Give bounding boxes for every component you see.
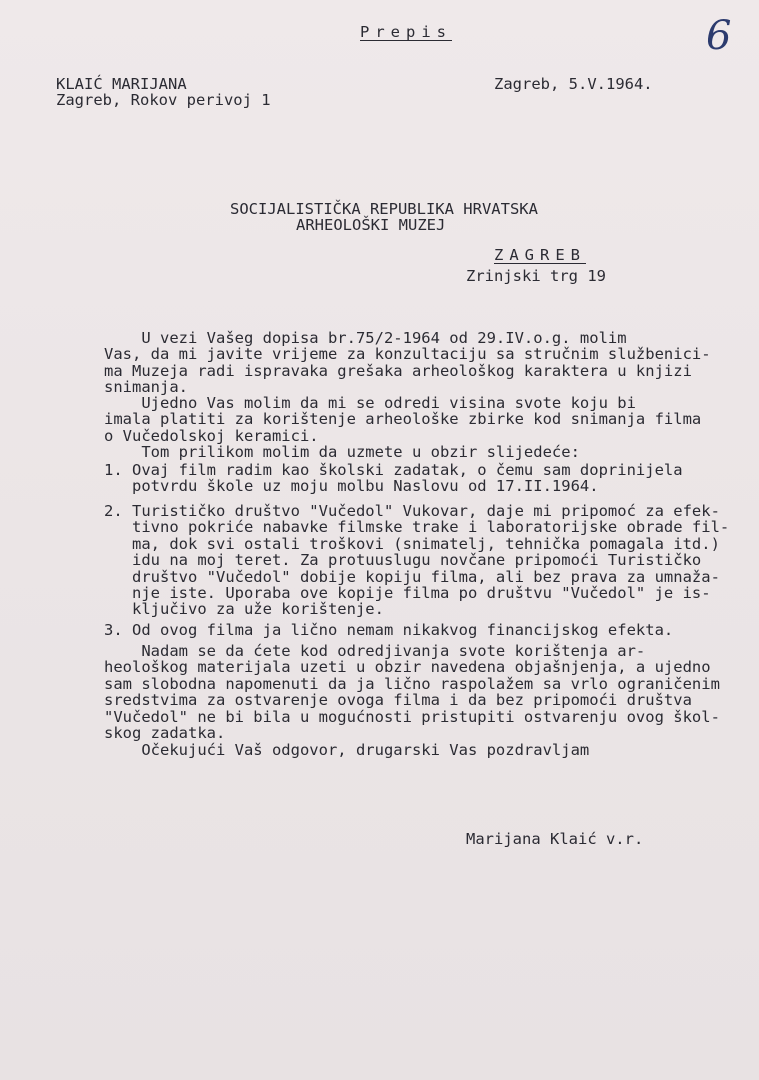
- paragraph-2: [104, 395, 724, 461]
- text-line: ma, dok svi ostali troškovi (snimatelj, tehnička pomagala itd.): [104, 534, 720, 553]
- text-line: sam slobodna napomenuti da ja lično raspolažem sa vrlo ograničenim: [104, 674, 720, 693]
- list-item-1: [104, 462, 724, 495]
- text-line: U vezi Vašeg dopisa br.75/2-1964 od 29.IV.o.g. molim: [104, 329, 627, 347]
- list-item-2: [104, 502, 730, 619]
- page-number: 6: [706, 13, 732, 59]
- text-line: Tom prilikom molim da uzmete u obzir slijedeće:: [104, 443, 580, 462]
- recipient-line-1: SOCIJALISTIČKA REPUBLIKA HRVATSKA: [230, 200, 538, 218]
- signature: Marijana Klaić v.r.: [466, 830, 644, 848]
- sender-address: Zagreb, Rokov perivoj 1: [56, 91, 271, 109]
- text-line: idu na moj teret. Za protuuslugu novčane pripomoći Turističko: [104, 551, 702, 570]
- text-line: Ujedno Vas molim da mi se odredi visina svote koju bi: [104, 394, 636, 412]
- paragraph-3: [104, 643, 724, 741]
- text-line: nje iste. Uporaba ove kopije filma po društvu "Vučedol" je is-: [104, 584, 711, 603]
- recipient-city: ZAGREB: [494, 246, 586, 264]
- text-line: potvrdu škole uz moju molbu Naslovu od 17.II.1964.: [104, 477, 599, 496]
- text-line: o Vučedolskoj keramici.: [104, 426, 319, 445]
- letter-date: Zagreb, 5.V.1964.: [494, 75, 653, 93]
- text-line: Očekujući Vaš odgovor, drugarski Vas pozdravljam: [104, 741, 590, 759]
- text-line: heološkog materijala uzeti u obzir navedena objašnjenja, a ujedno: [104, 658, 711, 677]
- text-line: imala platiti za korištenje arheološke zbirke kod snimanja filma: [104, 410, 702, 429]
- list-item-3: [104, 622, 724, 638]
- text-line: Vas, da mi javite vrijeme za konzultaciju sa stručnim službenici-: [104, 345, 711, 364]
- recipient-street: Zrinjski trg 19: [466, 267, 606, 285]
- text-line: "Vučedol" ne bi bila u mogućnosti pristupiti ostvarenju ovog škol-: [104, 707, 720, 726]
- text-line: sredstvima za ostvarenje ovoga filma i da bez pripomoći društva: [104, 691, 692, 710]
- text-line: ključivo za uže korištenje.: [104, 600, 384, 619]
- text-line: 1. Ovaj film radim kao školski zadatak, o čemu sam doprinijela: [104, 461, 683, 479]
- text-line: tivno pokriće nabavke filmske trake i laboratorijske obrade fil-: [104, 518, 730, 537]
- text-line: skog zadatka.: [104, 724, 226, 743]
- text-line: Nadam se da ćete kod odredjivanja svote korištenja ar-: [104, 642, 646, 660]
- text-line: 3. Od ovog filma ja lično nemam nikakvog financijskog efekta.: [104, 621, 674, 639]
- text-line: snimanja.: [104, 378, 188, 397]
- recipient-line-2: ARHEOLOŠKI MUZEJ: [296, 216, 446, 234]
- paragraph-1: [104, 330, 724, 396]
- document-title: Prepis: [360, 23, 452, 41]
- text-line: 2. Turističko društvo "Vučedol" Vukovar, daje mi pripomoć za efek-: [104, 502, 720, 520]
- sender-name: KLAIĆ MARIJANA: [56, 75, 187, 93]
- text-line: ma Muzeja radi ispravaka grešaka arheološkog karaktera u knjizi: [104, 361, 692, 380]
- text-line: društvo "Vučedol" dobije kopiju filma, ali bez prava za umnaža-: [104, 567, 720, 586]
- closing-line: [104, 742, 724, 758]
